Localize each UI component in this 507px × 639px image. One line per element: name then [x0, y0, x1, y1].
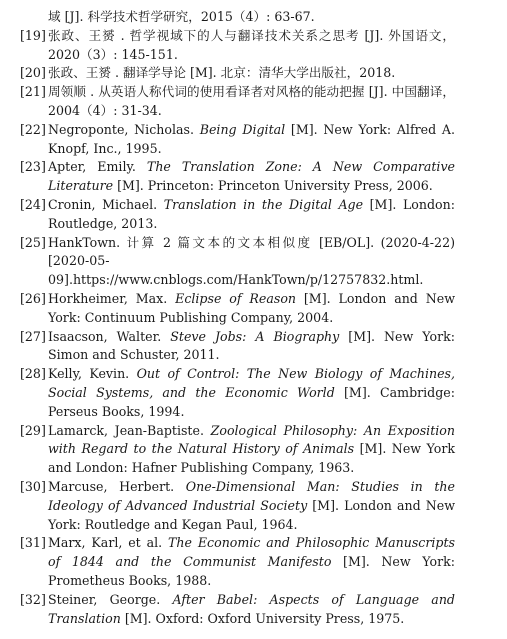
- reference-segment: [M]. Cambridge: Perseus Books, 1994.: [48, 384, 455, 419]
- reference-title: The Economic and Philosophic Manuscripts of 1844 and the Communist Manifesto: [48, 535, 455, 570]
- reference-text: [48, 121, 455, 159]
- reference-segment: 张政、王赟 . 哲学视域下的人与翻译技术关系之思考 [J]. 外国语文，2020（3）: 145-151.: [48, 27, 455, 62]
- reference-entry: [20, 328, 455, 366]
- reference-segment: [M]. London: Routledge, 2013.: [48, 196, 455, 231]
- reference-segment: Marcuse, Herbert.: [48, 478, 186, 494]
- reference-segment: Kelly, Kevin.: [48, 366, 137, 382]
- reference-segment: [M]. London and New York: Routledge and Kegan Paul, 1964.: [48, 497, 455, 532]
- reference-entry: [20, 83, 455, 121]
- reference-segment: [M]. New York: Alfred A. Knopf, Inc., 1995.: [48, 121, 455, 156]
- reference-segment: [M]. New York: Prometheus Books, 1988.: [48, 554, 455, 588]
- reference-entry: [20, 27, 455, 65]
- reference-text: [48, 534, 455, 590]
- reference-text: [48, 591, 455, 629]
- reference-text: [48, 478, 455, 534]
- reference-number: [28]: [20, 366, 46, 382]
- reference-segment: 周领顺 . 从英语人称代词的使用看译者对风格的能动把握 [J]. 中国翻译，2004（4）: 31-34.: [48, 84, 455, 118]
- reference-number: [32]: [20, 591, 46, 607]
- reference-title: After Babel: Aspects of Language and Translation: [48, 591, 455, 626]
- reference-entry: [20, 196, 455, 234]
- reference-entry: [20, 8, 455, 27]
- reference-number: [31]: [20, 535, 46, 551]
- reference-entry: [20, 290, 455, 328]
- reference-title: Steve Jobs: A Biography: [170, 328, 340, 344]
- reference-number: [22]: [20, 121, 46, 137]
- reference-text: [48, 365, 455, 421]
- reference-number: [29]: [20, 422, 46, 438]
- reference-number: [20]: [20, 65, 46, 81]
- reference-segment: 域 [J]. 科学技术哲学研究，2015（4）: 63-67.: [48, 9, 315, 24]
- reference-segment: 张政、王赟 . 翻译学导论 [M]. 北京：清华大学出版社，2018.: [48, 65, 396, 81]
- reference-title: Being Digital: [199, 121, 286, 137]
- reference-title: Out of Control: The New Biology of Machines, Social Systems, and the Economic World: [48, 366, 455, 400]
- reference-list: [20, 8, 455, 628]
- reference-segment: [M]. Oxford: Oxford University Press, 1975.: [120, 610, 405, 626]
- reference-number: [30]: [20, 478, 46, 494]
- reference-title: Translation in the Digital Age: [163, 196, 364, 212]
- reference-number: [23]: [20, 159, 46, 175]
- reference-number: [25]: [20, 234, 46, 250]
- reference-entry: [20, 478, 455, 534]
- reference-title: The Translation Zone: A New Comparative Literature: [48, 159, 456, 194]
- reference-text: [48, 64, 455, 83]
- reference-number: [27]: [20, 328, 46, 344]
- reference-entry: [20, 158, 455, 196]
- reference-title: Eclipse of Reason: [175, 290, 297, 306]
- reference-title: One-Dimensional Man: Studies in the Ideology of Advanced Industrial Society: [48, 478, 455, 513]
- reference-segment: Isaacson, Walter.: [48, 328, 171, 344]
- reference-number: [26]: [20, 290, 46, 306]
- reference-number: [19]: [20, 27, 46, 43]
- reference-entry: [20, 534, 455, 590]
- reference-text: [48, 328, 455, 366]
- reference-segment: HankTown. 计算 2 篇文本的文本相似度 [EB/OL]. (2020-4-22) [2020-05-09].https://www.cnblogs.com/HankTown/p/12757832.html.: [48, 234, 455, 288]
- reference-segment: Horkheimer, Max.: [48, 290, 176, 306]
- reference-segment: Cronin, Michael.: [48, 196, 164, 212]
- reference-segment: [M]. New York and London: Hafner Publishing Company, 1963.: [48, 441, 455, 476]
- reference-segment: [M]. Princeton: Princeton University Press, 2006.: [113, 178, 433, 194]
- reference-text: [48, 234, 455, 290]
- reference-segment: [M]. London and New York: Continuum Publishing Company, 2004.: [48, 290, 456, 325]
- reference-number: [24]: [20, 196, 46, 212]
- reference-segment: Steiner, George.: [48, 591, 173, 607]
- reference-title: Zoological Philosophy: An Exposition with Regard to the Natural History of Animals: [48, 422, 455, 457]
- reference-text: [48, 27, 455, 65]
- reference-number: [21]: [20, 84, 46, 100]
- reference-number: [20, 8, 48, 27]
- reference-text: [48, 422, 455, 478]
- reference-entry: [20, 591, 455, 629]
- reference-text: [48, 158, 455, 196]
- reference-text: [48, 290, 455, 328]
- reference-entry: [20, 365, 455, 421]
- reference-entry: [20, 64, 455, 83]
- reference-segment: Negroponte, Nicholas.: [48, 121, 200, 137]
- reference-segment: [M]. New York: Simon and Schuster, 2011.: [48, 328, 455, 363]
- reference-text: [48, 83, 455, 121]
- reference-text: [48, 196, 455, 234]
- reference-entry: [20, 234, 455, 290]
- reference-text: [48, 8, 455, 27]
- reference-entry: [20, 121, 455, 159]
- reference-segment: Lamarck, Jean-Baptiste.: [48, 422, 211, 438]
- reference-segment: Apter, Emily.: [48, 159, 147, 175]
- reference-entry: [20, 422, 455, 478]
- reference-segment: Marx, Karl, et al.: [48, 535, 169, 551]
